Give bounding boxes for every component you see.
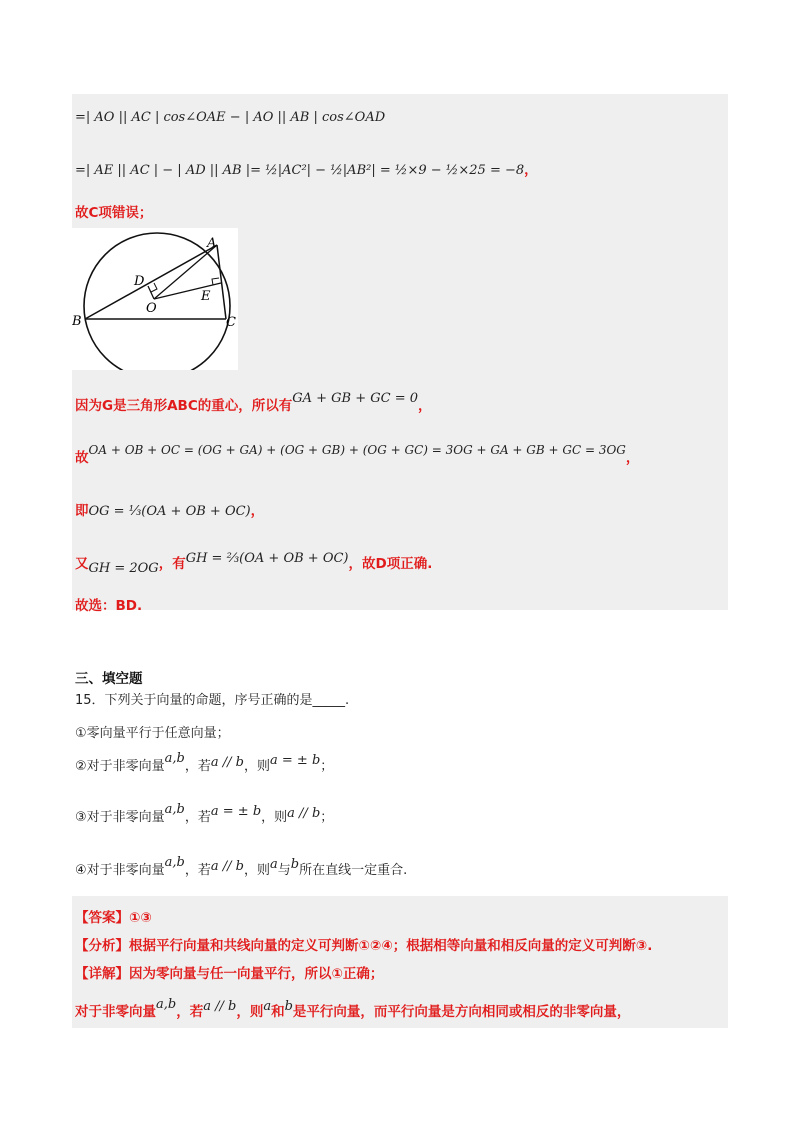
item-4-mid3: 与 — [277, 863, 291, 878]
ji-equation: OG = ⅓(OA + OB + OC) — [88, 504, 251, 519]
item-2-condition: a // b — [210, 755, 244, 770]
analysis-line: 【分析】根据平行向量和共线向量的定义可判断①②④；根据相等向量和相反向量的定义可判断③. — [75, 938, 653, 954]
c-wrong-statement: 故C项错误； — [75, 205, 153, 221]
label-o: O — [146, 301, 157, 316]
item-4-condition: a // b — [210, 859, 244, 874]
item-2-mid2: ，则 — [244, 759, 271, 774]
section-title: 三、填空题 — [75, 671, 143, 687]
you-prefix: 又 — [75, 556, 89, 572]
last-tail: 是平行向量，而平行向量是方向相同或相反的非零向量， — [292, 1004, 631, 1020]
item-4-vector-b: b — [290, 857, 300, 872]
solution-answer: 故选：BD. — [75, 598, 143, 614]
item-2-prefix: ②对于非零向量 — [75, 759, 165, 774]
item-4-vector-a: a — [270, 857, 278, 872]
centroid-tail: ， — [418, 398, 432, 414]
item-4-vectors: a,b — [164, 855, 185, 870]
item-3-condition: a = ± b — [210, 804, 262, 819]
centroid-text: 因为G是三角形ABC的重心，所以有 — [75, 398, 293, 414]
detail-line: 【详解】因为零向量与任一向量平行，所以①正确； — [75, 966, 384, 982]
item-4-mid1: ，若 — [184, 863, 211, 878]
last-mid1: ，若 — [176, 1004, 204, 1020]
item-3-prefix: ③对于非零向量 — [75, 810, 165, 825]
item-2 — [75, 751, 334, 774]
label-a: A — [207, 236, 217, 251]
last-prefix: 对于非零向量 — [75, 1004, 156, 1020]
segment-ac — [217, 245, 226, 319]
ji-line — [75, 499, 264, 519]
item-3 — [75, 802, 334, 825]
right-angle-d — [151, 283, 157, 292]
label-c: C — [226, 315, 236, 330]
question-15: 15．下列关于向量的命题，序号正确的是_____. — [75, 693, 350, 708]
item-1: ①零向量平行于任意向量； — [75, 726, 230, 741]
last-vector-b: b — [284, 999, 293, 1014]
label-d: D — [134, 274, 145, 289]
item-4-tail: 所在直线一定重合. — [299, 863, 408, 878]
item-2-mid1: ，若 — [184, 759, 211, 774]
item-2-vectors: a,b — [164, 751, 185, 766]
label-b: B — [72, 314, 82, 329]
last-line — [75, 997, 631, 1020]
item-3-mid2: ，则 — [261, 810, 288, 825]
equation-line-1: =| AO || AC | cos∠OAE − | AO || AB | cos∠OAD — [75, 110, 386, 125]
you-equation-1: GH = 2OG — [88, 561, 159, 576]
item-2-result: a = ± b — [270, 753, 321, 768]
you-mid: ，有 — [158, 556, 186, 572]
last-mid2: ，则 — [236, 1004, 264, 1020]
item-3-result: a // b — [287, 806, 321, 821]
item-3-mid1: ，若 — [184, 810, 211, 825]
item-4-mid2: ，则 — [244, 863, 271, 878]
label-e: E — [201, 289, 211, 304]
circle-figure — [72, 228, 238, 370]
gu-prefix: 故 — [75, 450, 89, 466]
last-vector-a: a — [263, 999, 272, 1014]
you-equation-2: GH = ⅔(OA + OB + OC) — [185, 551, 349, 566]
gu-line — [75, 443, 640, 466]
answer-line: 【答案】①③ — [75, 910, 152, 926]
ji-tail: ， — [250, 503, 265, 519]
centroid-equation: GA + GB + GC = 0 — [292, 391, 419, 406]
centroid-line — [75, 391, 432, 414]
equation-2-tail: ， — [524, 162, 538, 178]
ji-prefix: 即 — [75, 503, 89, 519]
last-vectors: a,b — [156, 997, 177, 1012]
gu-tail: ， — [625, 450, 640, 466]
item-4-prefix: ④对于非零向量 — [75, 863, 165, 878]
item-4 — [75, 855, 408, 878]
item-2-tail: ； — [320, 759, 334, 774]
last-mid3: 和 — [271, 1004, 285, 1020]
item-3-vectors: a,b — [164, 802, 185, 817]
gu-equation: OA + OB + OC = (OG + GA) + (OG + GB) + (OG + GC) = 3OG + GA + GB + GC = 3OG — [88, 443, 626, 457]
equation-2: =| AE || AC | − | AD || AB |= ½|AC²| − ½|AB²| = ½×9 − ½×25 = −8 — [75, 163, 525, 178]
segment-od — [148, 286, 154, 299]
item-3-tail: ； — [320, 810, 334, 825]
equation-line-2 — [75, 158, 538, 178]
you-tail: ，故D项正确. — [348, 556, 433, 572]
last-condition: a // b — [203, 999, 237, 1014]
you-line — [75, 551, 433, 576]
